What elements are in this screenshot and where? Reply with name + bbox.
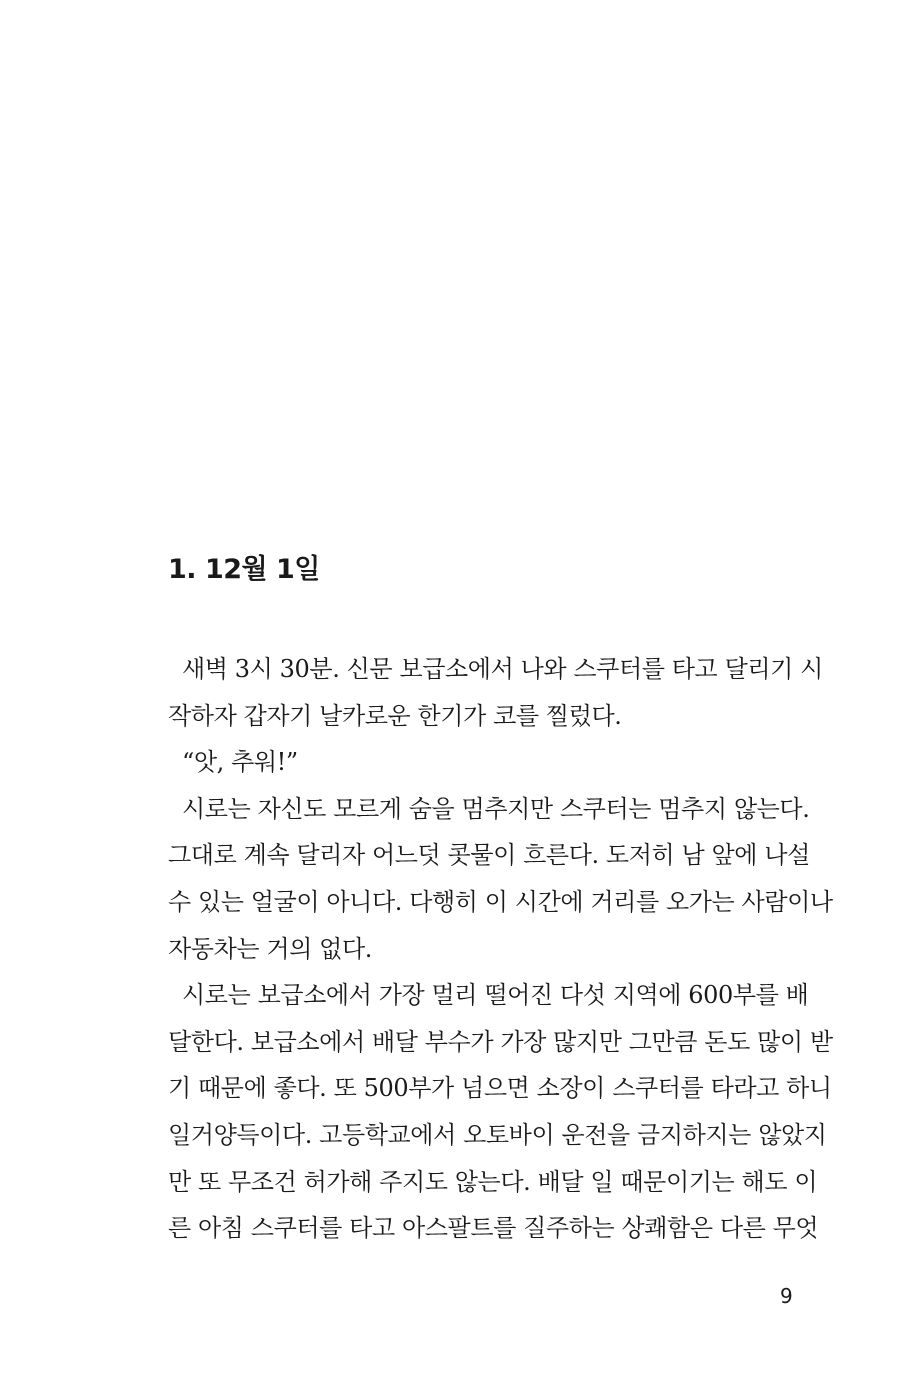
- text-line: 른 아침 스쿠터를 타고 아스팔트를 질주하는 상쾌함은 다른 무엇: [168, 1214, 819, 1243]
- text-line: 시로는 자신도 모르게 숨을 멈추지만 스쿠터는 멈추지 않는다.: [182, 794, 810, 823]
- dialogue-line: “앗, 추워!”: [182, 748, 298, 777]
- page-number: 9: [780, 1284, 793, 1308]
- text-line: 그대로 계속 달리자 어느덧 콧물이 흐른다. 도저히 남 앞에 나설: [168, 841, 810, 870]
- text-line: 시로는 보급소에서 가장 멀리 떨어진 다섯 지역에 600부를 배: [182, 981, 809, 1010]
- body-text: [168, 646, 833, 1252]
- text-line: 새벽 3시 30분. 신문 보급소에서 나와 스쿠터를 타고 달리기 시: [182, 655, 823, 683]
- text-line: 일거양득이다. 고등학교에서 오토바이 운전을 금지하지는 않았지: [168, 1120, 827, 1149]
- chapter-title: 1. 12월 1일: [168, 554, 320, 585]
- text-line: 수 있는 얼굴이 아니다. 다행히 이 시간에 거리를 오가는 사람이나: [168, 887, 833, 916]
- text-line: 작하자 갑자기 날카로운 한기가 코를 찔렀다.: [168, 701, 622, 730]
- text-line: 기 때문에 좋다. 또 500부가 넘으면 소장이 스쿠터를 타라고 하니: [168, 1074, 832, 1103]
- text-line: 만 또 무조건 허가해 주지도 않는다. 배달 일 때문이기는 해도 이: [168, 1167, 818, 1196]
- text-line: 달한다. 보급소에서 배달 부수가 가장 많지만 그만큼 돈도 많이 받: [168, 1027, 833, 1056]
- text-line: 자동차는 거의 없다.: [168, 934, 372, 963]
